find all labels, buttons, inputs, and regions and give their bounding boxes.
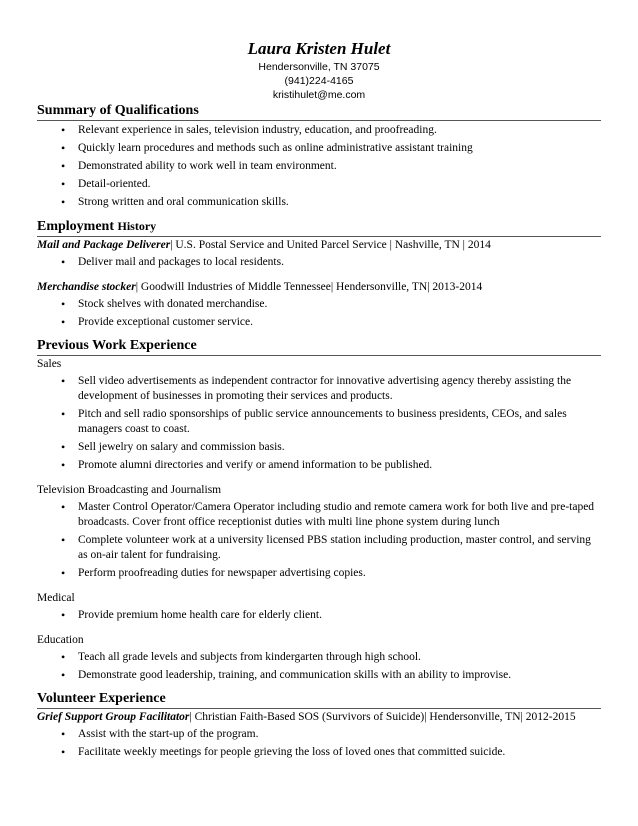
list-item: • Strong written and oral communication skills. (37, 195, 601, 210)
volunteer-duties (37, 727, 601, 760)
address: Hendersonville, TN 37075 (258, 61, 380, 73)
previous-work-section (37, 338, 601, 683)
experience-category: Sales (37, 358, 62, 370)
list-item: • Provide exceptional customer service. (37, 315, 601, 330)
job-header (37, 280, 601, 295)
list-item: • Assist with the start-up of the program. (37, 727, 601, 742)
email-address: kristihulet@me.com (272, 89, 366, 101)
list-item: • Sell jewelry on salary and commission basis. (37, 440, 601, 455)
list-item: • Complete volunteer work at a university licensed PBS station including production, master control, and serving as on-air talent for fundraising. (37, 533, 601, 563)
resume-header (37, 38, 601, 102)
volunteer-details: | Christian Faith-Based SOS (Survivors of Suicide)| Hendersonville, TN| 2012-2015 (189, 711, 576, 723)
experience-list (37, 500, 601, 581)
list-item: • Pitch and sell radio sponsorships of public service announcements to business presidents, CEOs, and sales managers coast to coast. (37, 407, 601, 437)
list-item: • Master Control Operator/Camera Operator including studio and remote camera work for both live and pre-taped broadcasts. Cover front office receptionist duties with multi line phone system during lunch (37, 500, 601, 530)
experience-group (37, 357, 601, 473)
volunteer-role: Grief Support Group Facilitator (37, 711, 190, 723)
list-item: • Facilitate weekly meetings for people grieving the loss of loved ones that committed suicide. (37, 745, 601, 760)
experience-category: Television Broadcasting and Journalism (37, 484, 222, 496)
job-details: | U.S. Postal Service and United Parcel Service | Nashville, TN | 2014 (170, 239, 491, 251)
job-entry (37, 238, 601, 270)
job-role: Merchandise stocker (37, 281, 136, 293)
experience-category: Education (37, 634, 84, 646)
job-duties (37, 297, 601, 330)
employment-section (37, 218, 601, 330)
list-item: • Detail-oriented. (37, 177, 601, 192)
job-duties (37, 255, 601, 270)
experience-group (37, 483, 601, 581)
job-entry (37, 280, 601, 330)
experience-list (37, 374, 601, 473)
employment-heading-small: History (117, 219, 157, 233)
list-item: • Teach all grade levels and subjects from kindergarten through high school. (37, 650, 601, 665)
list-item: • Relevant experience in sales, television industry, education, and proofreading. (37, 123, 601, 138)
experience-group (37, 633, 601, 683)
applicant-name: Laura Kristen Hulet (247, 39, 391, 58)
previous-work-heading: Previous Work Experience (37, 338, 601, 356)
experience-list (37, 650, 601, 683)
summary-list (37, 123, 601, 210)
summary-heading: Summary of Qualifications (37, 103, 601, 121)
list-item: • Promote alumni directories and verify or amend information to be published. (37, 458, 601, 473)
experience-list (37, 608, 601, 623)
summary-section (37, 103, 601, 210)
job-details: | Goodwill Industries of Middle Tennessee| Hendersonville, TN| 2013-2014 (135, 281, 483, 293)
volunteer-section (37, 691, 601, 760)
phone-number: (941)224-4165 (284, 75, 354, 87)
employment-heading (37, 218, 601, 237)
employment-heading-main: Employment (37, 219, 114, 234)
list-item: • Stock shelves with donated merchandise. (37, 297, 601, 312)
experience-group (37, 591, 601, 623)
list-item: • Perform proofreading duties for newspaper advertising copies. (37, 566, 601, 581)
job-role: Mail and Package Deliverer (37, 239, 171, 251)
list-item: • Demonstrate good leadership, training, and communication skills with an ability to improvise. (37, 668, 601, 683)
list-item: • Demonstrated ability to work well in team environment. (37, 159, 601, 174)
experience-category: Medical (37, 592, 75, 604)
list-item: • Quickly learn procedures and methods such as online administrative assistant training (37, 141, 601, 156)
job-header (37, 238, 601, 253)
list-item: • Provide premium home health care for elderly client. (37, 608, 601, 623)
list-item: • Deliver mail and packages to local residents. (37, 255, 601, 270)
list-item: • Sell video advertisements as independent contractor for innovative advertising agency thereby assisting the development of businesses in promoting their services and products. (37, 374, 601, 404)
volunteer-header (37, 710, 601, 725)
volunteer-heading: Volunteer Experience (37, 691, 601, 709)
volunteer-entry (37, 710, 601, 760)
